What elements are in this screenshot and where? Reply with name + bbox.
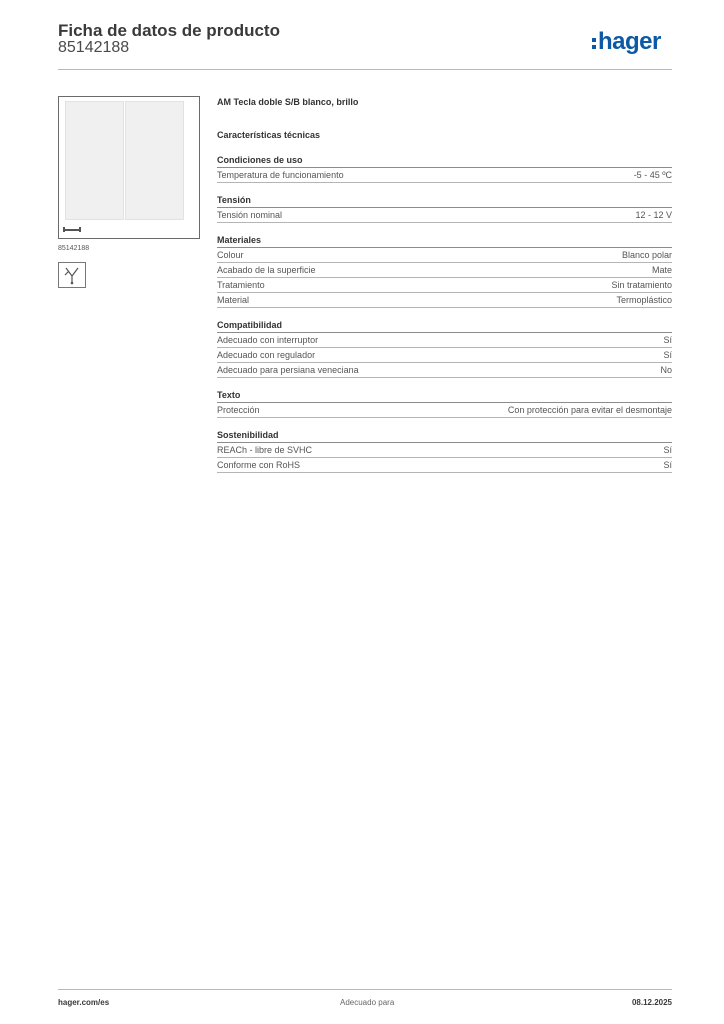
spec-value: Mate — [651, 265, 672, 275]
spec-value: Con protección para evitar el desmontaje — [507, 405, 672, 415]
switch-symbol-icon — [58, 262, 86, 288]
spec-value: No — [660, 365, 672, 375]
image-caption: 85142188 — [58, 245, 90, 252]
spec-value: Blanco polar — [621, 250, 672, 260]
spec-row — [217, 168, 672, 183]
spec-label: Adecuado con interruptor — [217, 335, 319, 345]
spec-value: Sí — [663, 335, 672, 345]
spec-value: Sin tratamiento — [611, 280, 672, 290]
page-title: Ficha de datos de producto — [58, 21, 280, 40]
hager-logo — [592, 29, 661, 55]
spec-value: Sí — [663, 350, 672, 360]
footer-divider — [58, 989, 672, 990]
spec-label: Conforme con RoHS — [217, 460, 301, 470]
section-title: Tensión — [217, 194, 672, 208]
spec-value: Sí — [663, 460, 672, 470]
spec-section — [217, 234, 672, 308]
spec-content — [217, 96, 672, 473]
spec-row — [217, 293, 672, 308]
spec-label: Adecuado para persiana veneciana — [217, 365, 359, 375]
rocker-left — [65, 101, 124, 220]
logo-text: hager — [598, 28, 661, 55]
spec-value: 12 - 12 V — [635, 210, 672, 220]
spec-label: Tratamiento — [217, 280, 265, 290]
footer-center-text: Adecuado para — [340, 998, 395, 1007]
spec-value: Termoplástico — [616, 295, 672, 305]
spec-section — [217, 429, 672, 473]
spec-label: Adecuado con regulador — [217, 350, 316, 360]
spec-sections — [217, 154, 672, 473]
section-title: Compatibilidad — [217, 319, 672, 333]
spec-label: Protección — [217, 405, 260, 415]
spec-row — [217, 278, 672, 293]
spec-label: Colour — [217, 250, 244, 260]
spec-row — [217, 363, 672, 378]
spec-row — [217, 333, 672, 348]
spec-row — [217, 248, 672, 263]
footer-website[interactable]: hager.com/es — [58, 998, 110, 1007]
spec-section — [217, 319, 672, 378]
footer-date: 08.12.2025 — [631, 998, 672, 1007]
spec-row — [217, 263, 672, 278]
spec-row — [217, 348, 672, 363]
logo-dots-icon — [592, 38, 596, 49]
section-title: Condiciones de uso — [217, 154, 672, 168]
spec-section — [217, 194, 672, 223]
spec-value: -5 - 45 ºC — [633, 170, 672, 180]
product-name: AM Tecla doble S/B blanco, brillo — [217, 97, 359, 107]
rocker-right — [125, 101, 184, 220]
scale-bar-icon — [63, 229, 81, 234]
spec-label: REACh - libre de SVHC — [217, 445, 313, 455]
spec-label: Material — [217, 295, 250, 305]
tech-heading: Características técnicas — [217, 130, 321, 140]
product-image — [58, 96, 200, 239]
header-divider — [58, 69, 672, 70]
spec-row — [217, 458, 672, 473]
spec-row — [217, 403, 672, 418]
spec-row — [217, 208, 672, 223]
spec-section — [217, 389, 672, 418]
section-title: Texto — [217, 389, 672, 403]
spec-label: Acabado de la superficie — [217, 265, 316, 275]
spec-section — [217, 154, 672, 183]
section-title: Materiales — [217, 234, 672, 248]
spec-value: Sí — [663, 445, 672, 455]
spec-row — [217, 443, 672, 458]
product-code: 85142188 — [58, 39, 130, 56]
spec-label: Temperatura de funcionamiento — [217, 170, 344, 180]
section-title: Sostenibilidad — [217, 429, 672, 443]
spec-label: Tensión nominal — [217, 210, 283, 220]
